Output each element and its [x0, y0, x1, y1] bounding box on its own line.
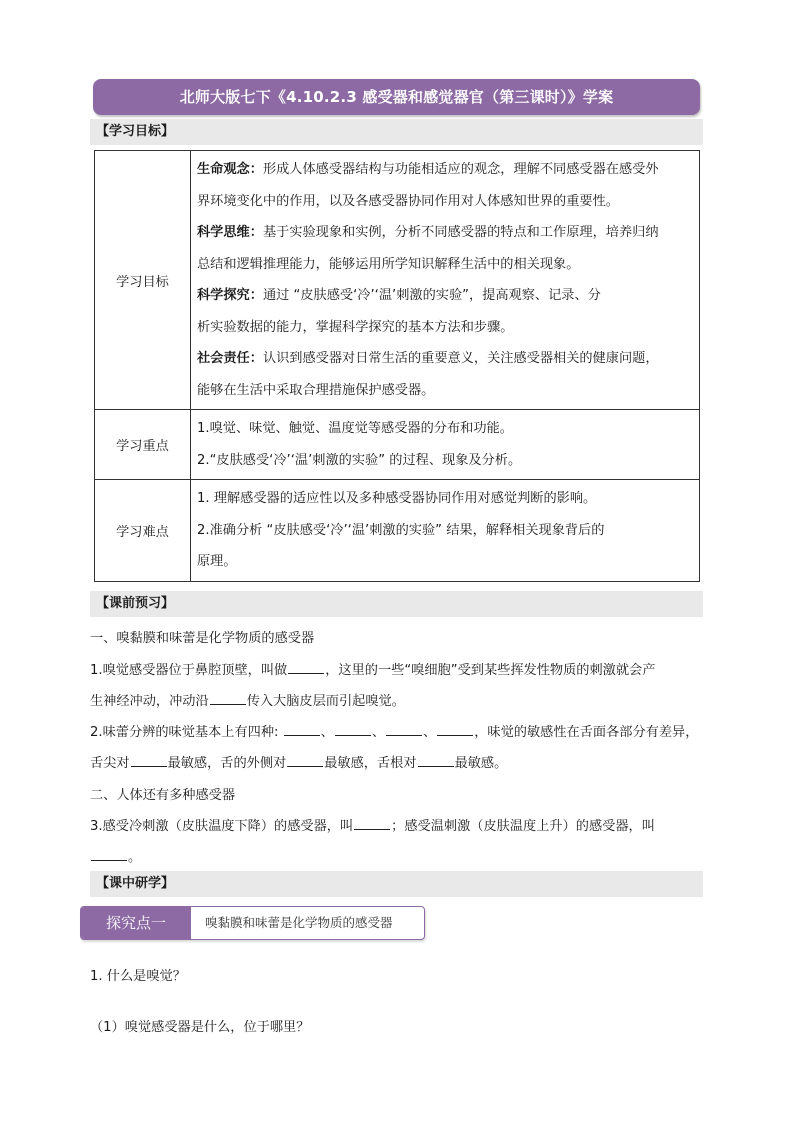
difficulty-point: 1. 理解感受器的适应性以及多种感受器协同作用对感觉判断的影响。 — [197, 491, 597, 506]
explore-point-desc: 嗅黏膜和味蕾是化学物质的感受器 — [205, 915, 393, 930]
preview-heading-1: 一、嗅黏膜和味蕾是化学物质的感受器 — [90, 631, 315, 646]
goal-line: 析实验数据的能力，掌握科学探究的基本方法和步骤。 — [197, 319, 514, 335]
goal-line: 能够在生活中采取合理措施保护感受器。 — [197, 382, 435, 398]
preview-question-2-cont: 舌尖对 最敏感，舌的外侧对 最敏感，舌根对 最敏感。 — [90, 752, 507, 771]
goal-line: 生命观念：形成人体感受器结构与功能相适应的观念，理解不同感受器在感受外 — [197, 162, 659, 177]
goals-table — [94, 150, 700, 582]
answer-blank[interactable] — [284, 722, 320, 736]
answer-blank[interactable] — [354, 816, 390, 830]
difficulty-content — [191, 480, 700, 582]
answer-blank[interactable] — [210, 691, 246, 705]
preview-question-3: 3.感受冷刺激（皮肤温度下降）的感受器，叫 ；感受温刺激（皮肤温度上升）的感受器，叫 — [90, 815, 655, 834]
goal-line: 总结和逻辑推理能力，能够运用所学知识解释生活中的相关现象。 — [197, 256, 580, 272]
answer-blank[interactable] — [287, 753, 323, 767]
goal-line: 社会责任：认识到感受器对日常生活的重要意义，关注感受器相关的健康问题， — [197, 351, 659, 366]
key-point: 2.“皮肤感受‘冷’‘温’刺激的实验” 的过程、现象及分析。 — [197, 452, 522, 468]
key-point: 1.嗅觉、味觉、触觉、温度觉等感受器的分布和功能。 — [197, 421, 513, 436]
answer-blank[interactable] — [437, 722, 473, 736]
answer-blank[interactable] — [418, 753, 454, 767]
answer-blank[interactable] — [91, 847, 127, 861]
study-question-1: 1. 什么是嗅觉？ — [90, 969, 186, 984]
section-header-preview: 【课前预习】 — [90, 591, 703, 617]
answer-blank[interactable] — [131, 753, 167, 767]
explore-point-tag: 探究点一 — [81, 907, 191, 939]
section-header-study: 【课中研学】 — [90, 871, 703, 897]
goal-line: 界环境变化中的作用，以及各感受器协同作用对人体感知世界的重要性。 — [197, 193, 619, 209]
preview-heading-2: 二、人体还有多种感受器 — [90, 788, 236, 803]
preview-question-1: 1.嗅觉感受器位于鼻腔顶壁，叫做 ，这里的一些“嗅细胞”受到某些挥发性物质的刺激就会产 — [90, 659, 655, 678]
goal-line: 科学思维：基于实验现象和实例，分析不同感受器的特点和工作原理，培养归纳 — [197, 225, 659, 240]
key-points-label: 学习重点 — [95, 410, 191, 480]
preview-question-3-cont: 。 — [90, 846, 141, 865]
difficulty-point: 2.准确分析 “皮肤感受‘冷’‘温’刺激的实验” 结果，解释相关现象背后的 — [197, 522, 605, 538]
preview-question-1-cont: 生神经冲动，冲动沿 传入大脑皮层而引起嗅觉。 — [90, 690, 405, 709]
preview-question-2: 2.味蕾分辨的味觉基本上有四种: 、 、 、 ，味觉的敏感性在舌面各部分有差异， — [90, 721, 698, 740]
page-title: 北师大版七下《4.10.2.3 感受器和感觉器官（第三课时）》学案 — [93, 79, 700, 115]
answer-blank[interactable] — [335, 722, 371, 736]
goals-content — [191, 151, 700, 410]
study-question-1-sub: （1）嗅觉感受器是什么，位于哪里？ — [90, 1020, 310, 1035]
goals-label: 学习目标 — [95, 151, 191, 410]
key-points-content — [191, 410, 700, 480]
section-header-goals: 【学习目标】 — [90, 119, 703, 145]
explore-point-banner — [80, 906, 425, 940]
difficulty-point: 原理。 — [197, 554, 237, 569]
answer-blank[interactable] — [288, 660, 324, 674]
answer-blank[interactable] — [386, 722, 422, 736]
goal-line: 科学探究：通过 “皮肤感受‘冷’‘温’刺激的实验”，提高观察、记录、分 — [197, 288, 601, 303]
difficulty-label: 学习难点 — [95, 480, 191, 582]
